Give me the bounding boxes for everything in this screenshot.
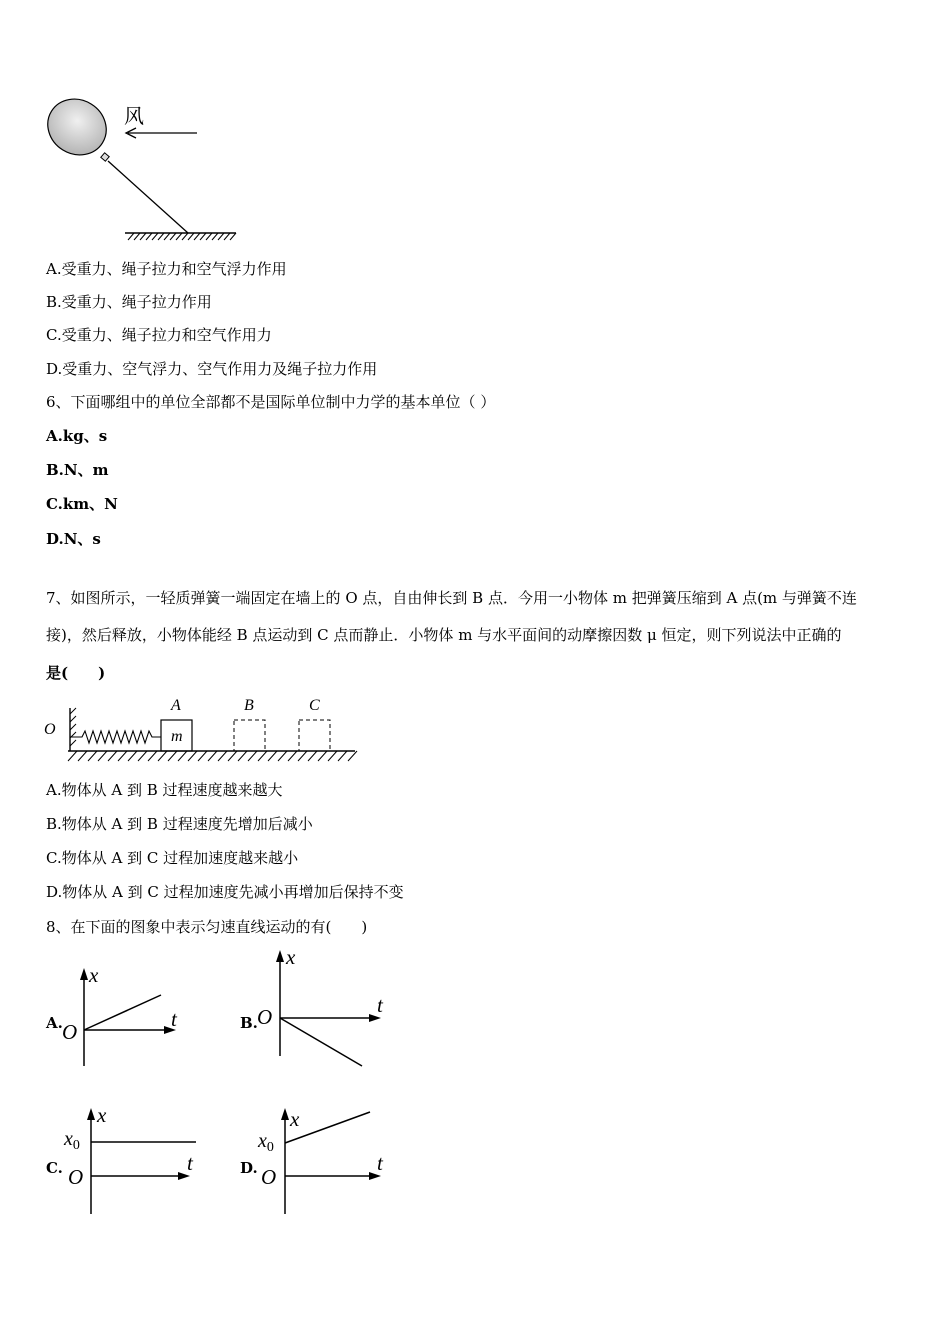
point-c-label: C	[309, 697, 320, 714]
graph-a	[60, 960, 190, 1070]
graph-a-label: A.	[46, 1014, 63, 1032]
balloon-knot	[101, 153, 109, 161]
graph-a-origin: O	[62, 1020, 78, 1044]
graph-b-label: B.	[240, 1014, 258, 1032]
graph-c-label: C.	[46, 1159, 63, 1177]
q6-option-b: B.N、m	[46, 461, 109, 479]
graph-d	[255, 1100, 395, 1218]
q5-option-d: D.受重力、空气浮力、空气作用力及绳子拉力作用	[46, 360, 378, 378]
graph-b	[255, 942, 395, 1072]
graph-c-origin: O	[68, 1165, 84, 1189]
q7-option-c: C.物体从 A 到 C 过程加速度越来越小	[46, 849, 299, 867]
graph-a-xaxis: t	[171, 1007, 177, 1031]
spring	[70, 731, 161, 743]
q7-stem-line1: 7、如图所示，一轻质弹簧一端固定在墙上的 O 点，自由伸长到 B 点．今用一小物体 m 把弹簧压缩到 A 点(m 与弹簧不连	[46, 589, 857, 607]
point-o-label: O	[44, 721, 56, 738]
graph-c-xaxis: t	[187, 1151, 193, 1175]
q5-option-b: B.受重力、绳子拉力作用	[46, 293, 212, 311]
q7-option-a: A.物体从 A 到 B 过程速度越来越大	[46, 781, 283, 799]
graph-c-yaxis: x	[97, 1103, 107, 1127]
graph-a-line	[84, 995, 161, 1030]
graph-a-yaxis: x	[89, 963, 99, 987]
q7-option-d: D.物体从 A 到 C 过程加速度先减小再增加后保持不变	[46, 883, 404, 901]
graph-b-origin: O	[257, 1005, 273, 1029]
q6-option-a: A.kg、s	[46, 427, 108, 445]
graph-b-xaxis: t	[377, 993, 383, 1017]
q7-stem-line2: 接)，然后释放，小物体能经 B 点运动到 C 点而静止．小物体 m 与水平面间的动摩擦因数 μ 恒定，则下列说法中正确的	[46, 626, 842, 644]
q6-stem: 6、下面哪组中的单位全部都不是国际单位制中力学的基本单位（ ）	[46, 393, 496, 411]
balloon-figure	[40, 95, 250, 245]
graph-d-intercept: $x_0$	[258, 1130, 274, 1155]
graph-d-label: D.	[240, 1159, 258, 1177]
graph-d-origin: O	[261, 1165, 277, 1189]
wind-label: 风	[124, 106, 144, 128]
svg-text:m: m	[171, 728, 183, 745]
q7-option-b: B.物体从 A 到 B 过程速度先增加后减小	[46, 815, 313, 833]
graph-b-line	[280, 1018, 362, 1066]
q6-option-c: C.km、N	[46, 495, 118, 513]
position-c	[299, 720, 330, 751]
q7-stem-line3: 是( )	[46, 664, 106, 682]
point-b-label: B	[244, 697, 254, 714]
point-a-label: A	[171, 697, 181, 714]
q5-option-a: A.受重力、绳子拉力和空气浮力作用	[46, 260, 287, 278]
q5-option-c: C.受重力、绳子拉力和空气作用力	[46, 326, 272, 344]
graph-d-yaxis: x	[290, 1107, 300, 1131]
graph-b-yaxis: x	[286, 945, 296, 969]
q6-option-d: D.N、s	[46, 530, 101, 548]
q8-stem: 8、在下面的图象中表示匀速直线运动的有( )	[46, 918, 368, 936]
spring-figure	[40, 690, 370, 770]
graph-d-xaxis: t	[377, 1151, 383, 1175]
position-b	[234, 720, 265, 751]
graph-c	[60, 1100, 210, 1218]
balloon-string	[108, 161, 188, 233]
graph-c-intercept: $x_0$	[64, 1128, 80, 1153]
